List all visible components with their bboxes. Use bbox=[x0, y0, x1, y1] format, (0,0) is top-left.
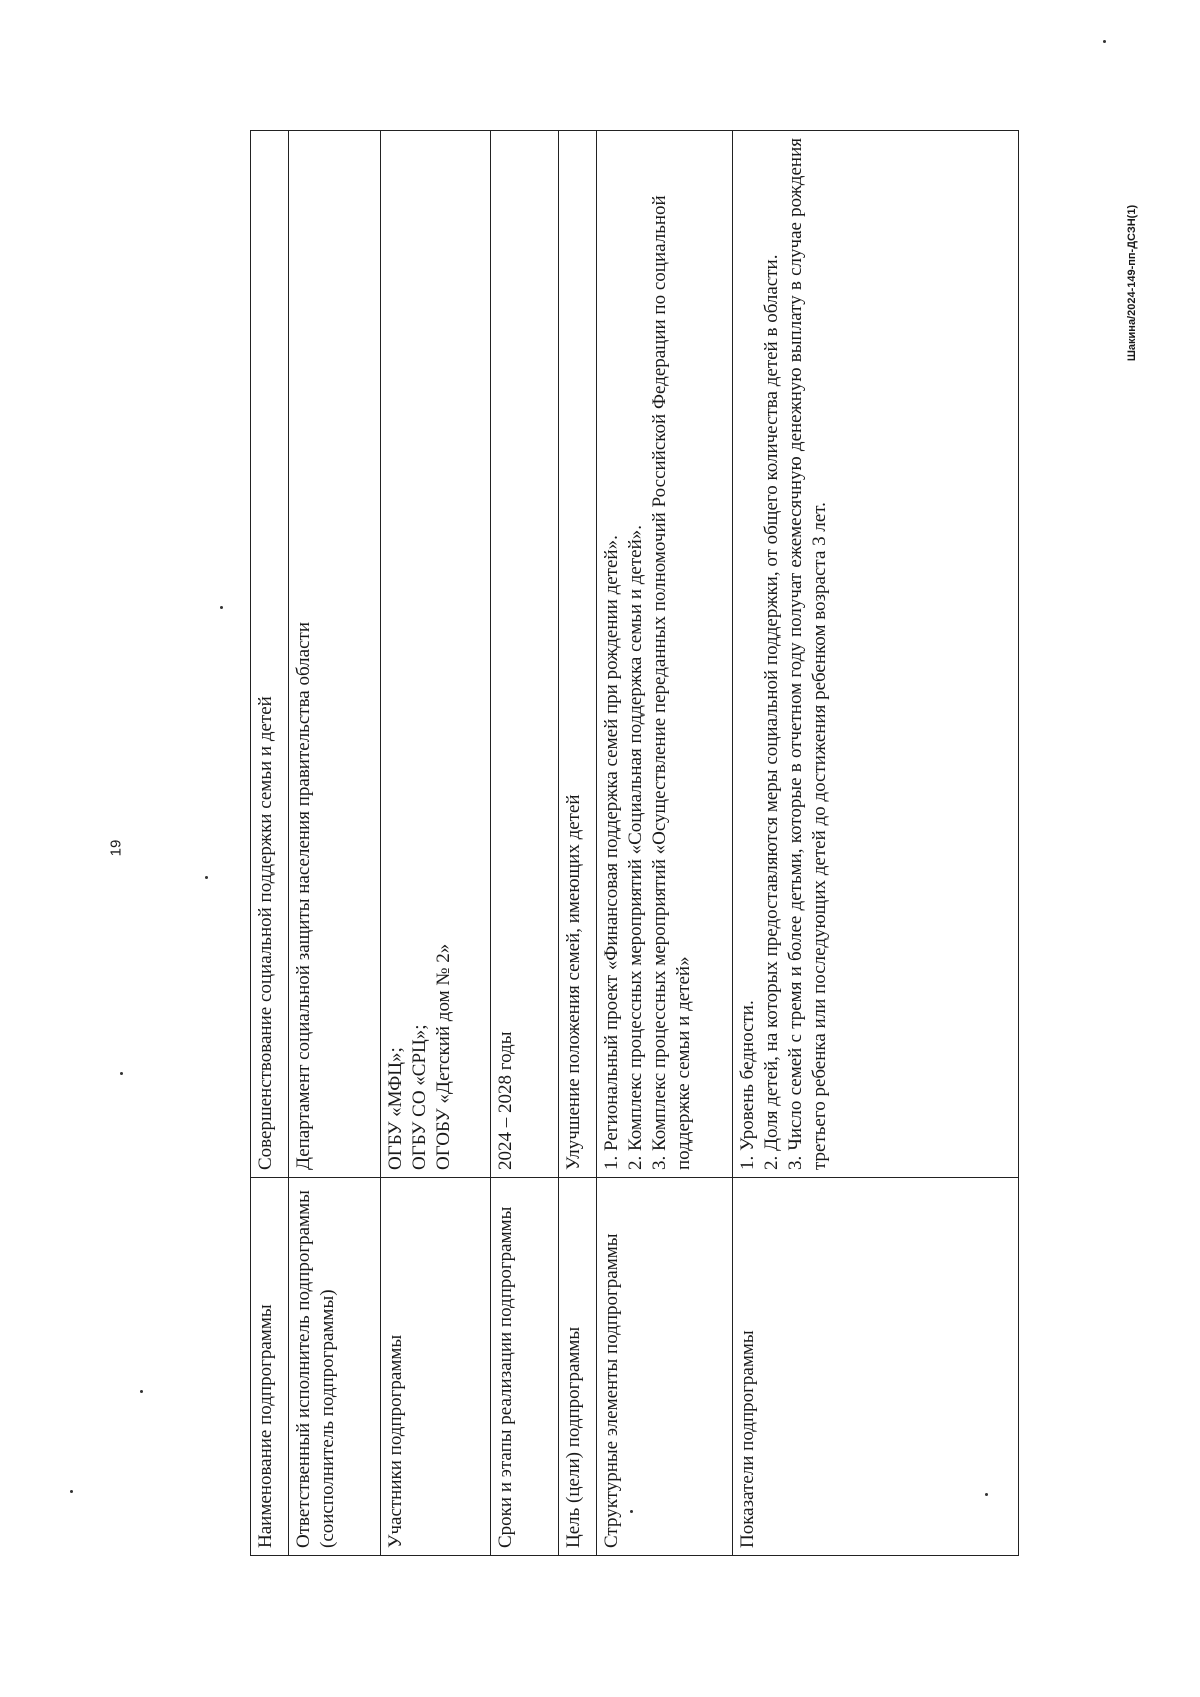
table-row bbox=[559, 131, 597, 1556]
table-row bbox=[289, 131, 381, 1556]
row-label: Ответственный исполнитель подпрограммы (соисполнитель подпрограммы) bbox=[289, 1178, 381, 1556]
document-code: Шакина/2024-149-пп-ДСЗН(1) bbox=[1126, 204, 1138, 362]
table-row bbox=[491, 131, 559, 1556]
participant-item: ОГОБУ «Детский дом № 2» bbox=[433, 943, 455, 1170]
row-value bbox=[381, 131, 491, 1178]
indicator-item: 3. Число семей с тремя и более детьми, которые в отчетном году получат ежемесячную денежную выплату в случае рождения третьего ребенка или последующих детей до достижения ребенком возраста 3 лет. bbox=[785, 138, 831, 1170]
subprogram-passport bbox=[250, 130, 1018, 1556]
indicator-item: 1. Уровень бедности. bbox=[737, 1000, 758, 1170]
row-value bbox=[733, 131, 1019, 1178]
participant-item: ОГБУ «МФЦ»; bbox=[385, 1047, 406, 1170]
row-label: Структурные элементы подпрограммы bbox=[597, 1178, 733, 1556]
row-label: Сроки и этапы реализации подпрограммы bbox=[491, 1178, 559, 1556]
page-number: 19 bbox=[107, 839, 125, 857]
row-value: Департамент социальной защиты населения правительства области bbox=[289, 131, 381, 1178]
structural-element-item: 2. Комплекс процессных мероприятий «Социальная поддержка семьи и детей». bbox=[625, 525, 647, 1170]
structural-element-item: 3. Комплекс процессных мероприятий «Осуществление переданных полномочий Российской Федерации по социальной поддержке семьи и детей» bbox=[649, 195, 695, 1170]
table-row bbox=[251, 131, 289, 1556]
table-row bbox=[381, 131, 491, 1556]
row-label: Участники подпрограммы bbox=[381, 1178, 491, 1556]
table-row bbox=[733, 131, 1019, 1556]
row-label: Наименование подпрограммы bbox=[251, 1178, 289, 1556]
table-row bbox=[597, 131, 733, 1556]
row-value: Улучшение положения семей, имеющих детей bbox=[559, 131, 597, 1178]
row-value: 2024 – 2028 годы bbox=[491, 131, 559, 1178]
row-label: Показатели подпрограммы bbox=[733, 1178, 1019, 1556]
structural-element-item: 1. Региональный проект «Финансовая поддержка семей при рождении детей». bbox=[601, 535, 622, 1170]
indicator-item: 2. Доля детей, на которых предоставляются меры социальной поддержки, от общего количества детей в области. bbox=[761, 254, 783, 1170]
participant-item: ОГБУ СО «СРЦ»; bbox=[409, 1024, 431, 1170]
row-value: Совершенствование социальной поддержки семьи и детей bbox=[251, 131, 289, 1178]
row-label: Цель (цели) подпрограммы bbox=[559, 1178, 597, 1556]
passport-table bbox=[250, 130, 1019, 1556]
row-value bbox=[597, 131, 733, 1178]
